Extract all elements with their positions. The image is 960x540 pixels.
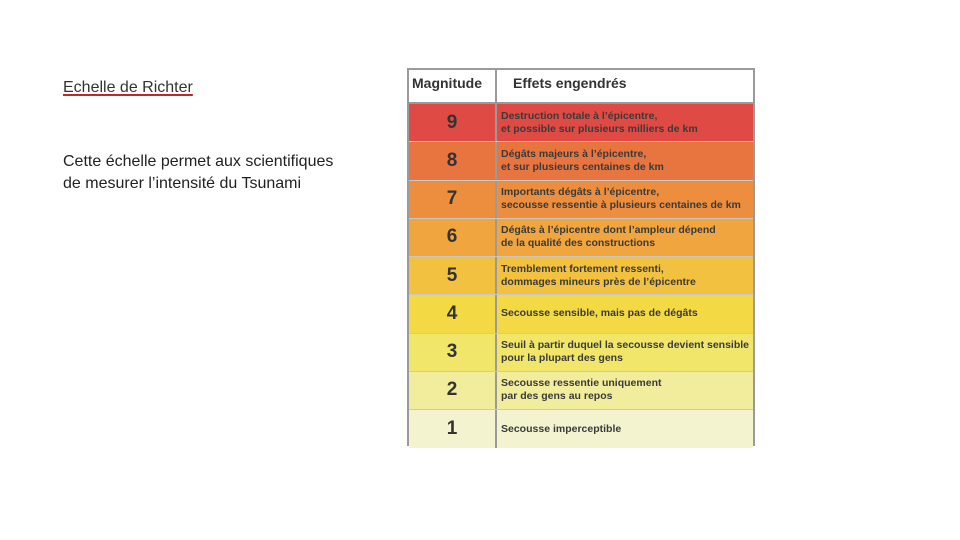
magnitude-cell: 5 [409, 257, 497, 294]
magnitude-cell: 3 [409, 334, 497, 371]
effects-cell [497, 104, 753, 141]
magnitude-cell: 4 [409, 295, 497, 332]
table-row [409, 295, 753, 333]
effects-line-1: Secousse ressentie uniquement [501, 377, 662, 390]
effects-cell [497, 410, 753, 448]
effects-line-1: Seuil à partir duquel la secousse devient sensible [501, 339, 750, 352]
table-body [409, 104, 753, 448]
table-row [409, 104, 753, 142]
magnitude-cell: 6 [409, 219, 497, 256]
effects-line-1: Dégâts à l’épicentre dont l’ampleur dépend [501, 224, 716, 237]
effects-line-2: et sur plusieurs centaines de km [501, 160, 664, 173]
effects-line-1: Secousse sensible, mais pas de dégâts [501, 307, 698, 320]
magnitude-cell: 8 [409, 142, 497, 179]
effects-cell [497, 181, 753, 218]
table-row [409, 410, 753, 448]
effects-line-2: de la qualité des constructions [501, 237, 656, 250]
effects-cell [497, 334, 753, 371]
table-row [409, 257, 753, 295]
body-line-1: Cette échelle permet aux scientifiques [63, 153, 334, 170]
effects-line-2: dommages mineurs près de l’épicentre [501, 275, 696, 288]
table-row [409, 142, 753, 180]
magnitude-cell: 2 [409, 372, 497, 409]
body-text [63, 151, 383, 195]
effects-cell [497, 219, 753, 256]
effects-line-2: et possible sur plusieurs milliers de km [501, 122, 698, 135]
magnitude-cell: 7 [409, 181, 497, 218]
effects-line-1: Tremblement fortement ressenti, [501, 262, 664, 275]
table-row [409, 334, 753, 372]
effects-line-1: Destruction totale à l’épicentre, [501, 109, 658, 122]
effects-line-2: pour la plupart des gens [501, 352, 623, 365]
table-header [409, 70, 753, 104]
table-row [409, 219, 753, 257]
body-line-2: de mesurer l’intensité du Tsunami [63, 175, 302, 192]
effects-cell [497, 142, 753, 179]
effects-line-1: Dégâts majeurs à l’épicentre, [501, 147, 647, 160]
effects-cell [497, 295, 753, 332]
header-effects: Effets engendrés [513, 75, 627, 91]
header-magnitude: Magnitude [409, 70, 497, 102]
table-row [409, 372, 753, 410]
effects-line-2: secousse ressentie à plusieurs centaines de km [501, 199, 741, 212]
richter-scale-table [407, 68, 755, 446]
magnitude-cell: 1 [409, 410, 497, 448]
effects-line-1: Secousse imperceptible [501, 422, 622, 435]
table-row [409, 181, 753, 219]
magnitude-cell: 9 [409, 104, 497, 141]
effects-line-2: par des gens au repos [501, 390, 613, 403]
effects-cell [497, 372, 753, 409]
effects-line-1: Importants dégâts à l’épicentre, [501, 186, 660, 199]
effects-cell [497, 257, 753, 294]
slide-title[interactable]: Echelle de Richter [63, 79, 193, 96]
